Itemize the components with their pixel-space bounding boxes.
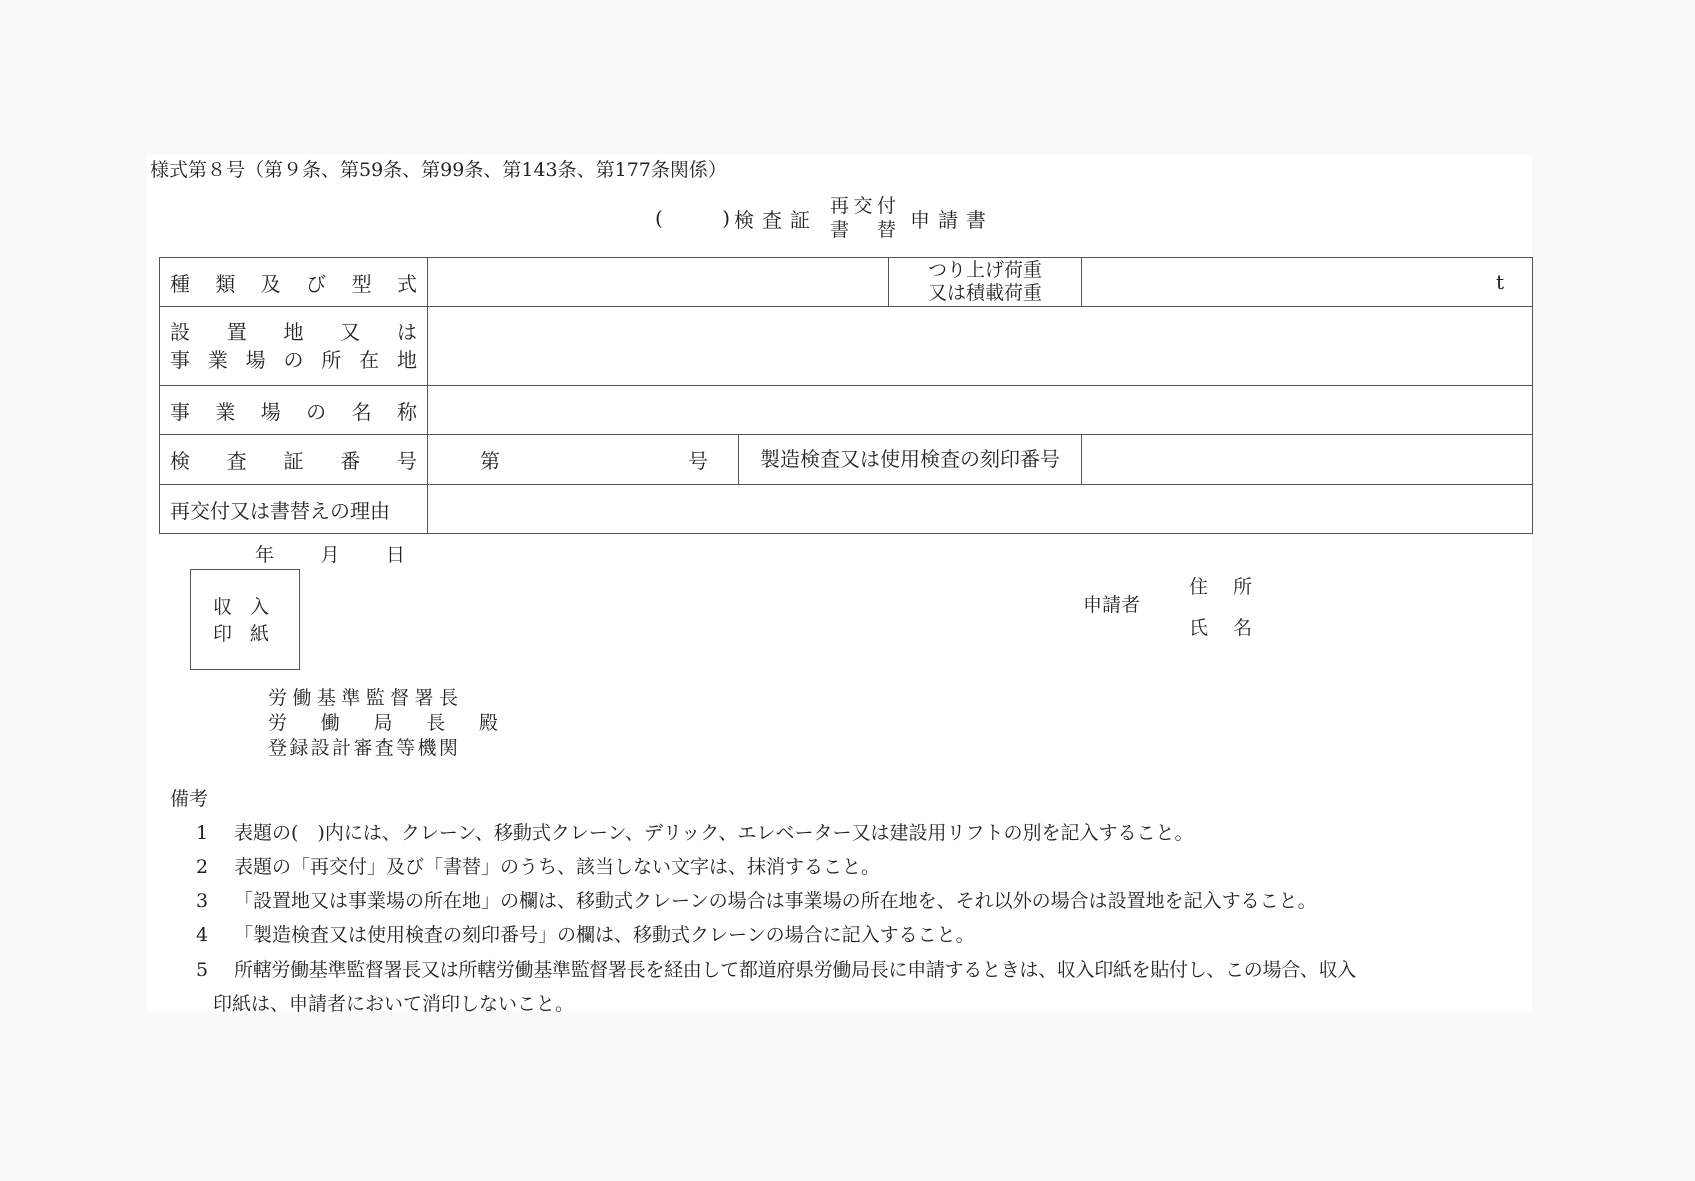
addressee: 労 働 基 準 監 督 署 長 労 働 局 長 殿 登 録 設 計 審 査 等 機 関: [268, 687, 498, 759]
label-reason: 再交付又は書替えの理由: [160, 485, 428, 534]
option-rewrite: 書 替: [830, 219, 896, 241]
row-reason: [160, 485, 1533, 534]
field-type-model[interactable]: [428, 258, 889, 307]
unit-ton: t: [1495, 270, 1504, 294]
note-item: 2 表題の「再交付」及び「書替」のうち、該当しない文字は、抹消すること。: [196, 856, 881, 878]
title-main: 検査証: [734, 207, 818, 232]
form-number: 様式第８号（第９条、第59条、第99条、第143条、第177条関係）: [150, 159, 727, 181]
revenue-stamp-box: 収 入 印 紙: [190, 569, 300, 670]
applicant-name-field[interactable]: 氏 名: [1189, 617, 1252, 639]
note-item-continuation: 印紙は、申請者において消印しないこと。: [213, 993, 575, 1015]
field-certificate-number[interactable]: 第 号: [428, 435, 739, 485]
row-business-name: [160, 386, 1533, 435]
notes-heading: 備考: [170, 788, 209, 810]
date-field[interactable]: 年 月 日: [255, 544, 405, 566]
label-load-capacity: つり上げ荷重 又は積載荷重: [889, 258, 1082, 307]
field-business-name[interactable]: [428, 386, 1533, 435]
note-item: 4 「製造検査又は使用検査の刻印番号」の欄は、移動式クレーンの場合に記入すること。: [196, 924, 975, 946]
label-location: 設 置 地 又 は 事 業 場 の 所 在 地: [160, 307, 428, 386]
applicant-address-field[interactable]: 住 所: [1189, 576, 1252, 598]
label-business-name: 事 業 場 の 名 称: [160, 386, 428, 435]
note-item: 1 表題の( )内には、クレーン、移動式クレーン、デリック、エレベーター又は建設用リフトの別を記入すること。: [196, 822, 1194, 844]
label-type-model: 種 類 及 び 型 式: [160, 258, 428, 307]
label-certificate-number: 検 査 証 番 号: [160, 435, 428, 485]
applicant-label: 申請者: [1083, 594, 1141, 616]
form-title: [655, 193, 994, 243]
field-reason[interactable]: [428, 485, 1533, 534]
row-certificate-number: [160, 435, 1533, 485]
label-stamp-number: 製造検査又は使用検査の刻印番号: [739, 435, 1082, 485]
title-blank[interactable]: ( ): [655, 206, 730, 230]
row-location: [160, 307, 1533, 386]
row-type-model: [160, 258, 1533, 307]
field-load-capacity[interactable]: [1082, 258, 1533, 307]
note-item: 5 所轄労働基準監督署長又は所轄労働基準監督署長を経由して都道府県労働局長に申請するときは、収入印紙を貼付し、この場合、収入: [196, 959, 1357, 981]
option-reissue: 再 交 付: [830, 195, 896, 217]
field-location[interactable]: [428, 307, 1533, 386]
application-table: [159, 257, 1533, 534]
note-item: 3 「設置地又は事業場の所在地」の欄は、移動式クレーンの場合は事業場の所在地を、それ以外の場合は設置地を記入すること。: [196, 890, 1317, 912]
field-stamp-number[interactable]: [1082, 435, 1533, 485]
title-suffix: 申請書: [910, 207, 994, 232]
title-options: [830, 194, 896, 242]
